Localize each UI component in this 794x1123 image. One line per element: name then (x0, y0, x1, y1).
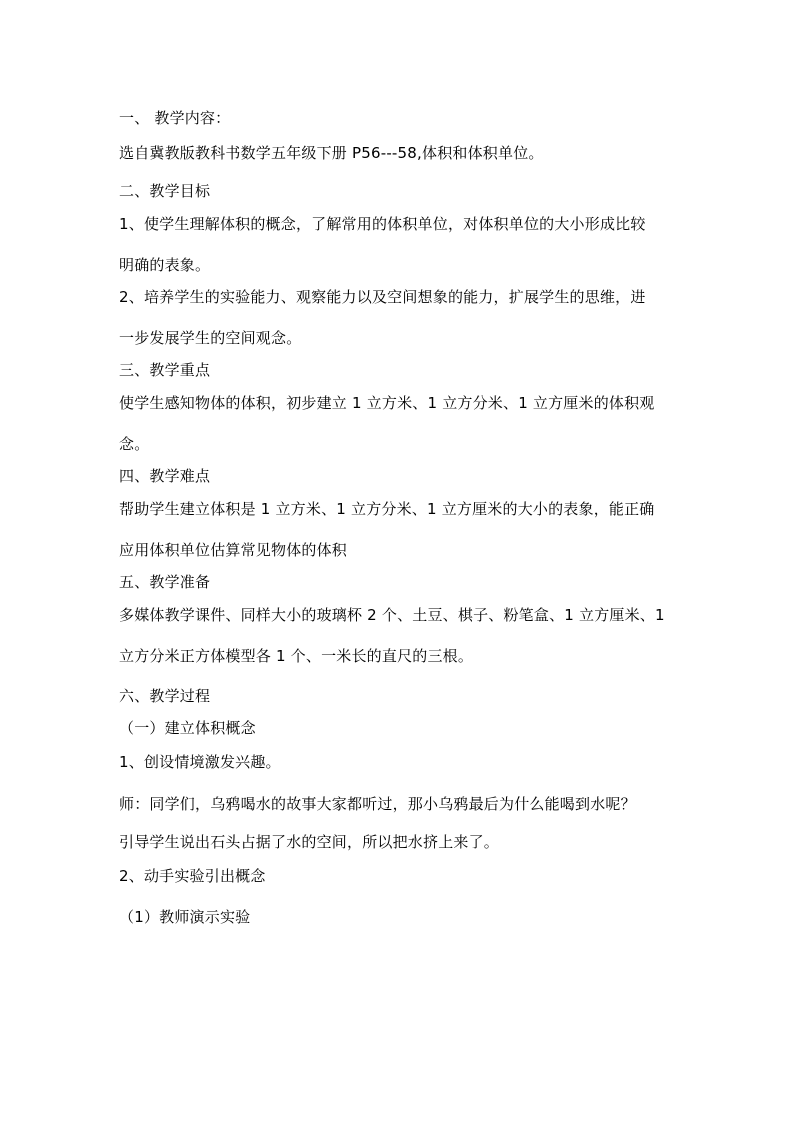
preparation-line-1: 多媒体教学课件、同样大小的玻璃杯 2 个、土豆、棋子、粉笔盒、1 立方厘米、1 (119, 606, 665, 624)
paragraph-textbook-source: 选自冀教版教科书数学五年级下册 P56---58,体积和体积单位。 (119, 144, 544, 162)
heading-preparation: 五、教学准备 (119, 573, 211, 591)
difficulties-line-2: 应用体积单位估算常见物体的体积 (119, 541, 348, 559)
subheading-volume-concept: （一）建立体积概念 (119, 719, 256, 737)
heading-teaching-goals: 二、教学目标 (119, 182, 211, 200)
preparation-line-2: 立方分米正方体模型各 1 个、一米长的直尺的三根。 (119, 647, 474, 665)
substep-teacher-demo: （1）教师演示实验 (119, 908, 251, 926)
step-2-heading: 2、动手实验引出概念 (119, 867, 266, 885)
guidance-line: 引导学生说出石头占据了水的空间，所以把水挤上来了。 (119, 833, 500, 851)
goal-2-line-2: 一步发展学生的空间观念。 (119, 329, 302, 347)
heading-teaching-content: 一、 教学内容： (119, 109, 231, 127)
difficulties-line-1: 帮助学生建立体积是 1 立方米、1 立方分米、1 立方厘米的大小的表象，能正确 (119, 500, 655, 518)
goal-1-line-2: 明确的表象。 (119, 256, 211, 274)
teacher-question: 师：同学们，乌鸦喝水的故事大家都听过，那小乌鸦最后为什么能喝到水呢？ (119, 795, 636, 813)
key-points-line-1: 使学生感知物体的体积，初步建立 1 立方米、1 立方分米、1 立方厘米的体积观 (119, 394, 655, 412)
key-points-line-2: 念。 (119, 435, 150, 453)
goal-1-line-1: 1、使学生理解体积的概念，了解常用的体积单位，对体积单位的大小形成比较 (119, 215, 646, 233)
goal-2-line-1: 2、培养学生的实验能力、观察能力以及空间想象的能力，扩展学生的思维，进 (119, 288, 646, 306)
heading-process: 六、教学过程 (119, 687, 211, 705)
step-1-heading: 1、创设情境激发兴趣。 (119, 753, 281, 771)
heading-difficulties: 四、教学难点 (119, 467, 211, 485)
heading-key-points: 三、教学重点 (119, 361, 211, 379)
